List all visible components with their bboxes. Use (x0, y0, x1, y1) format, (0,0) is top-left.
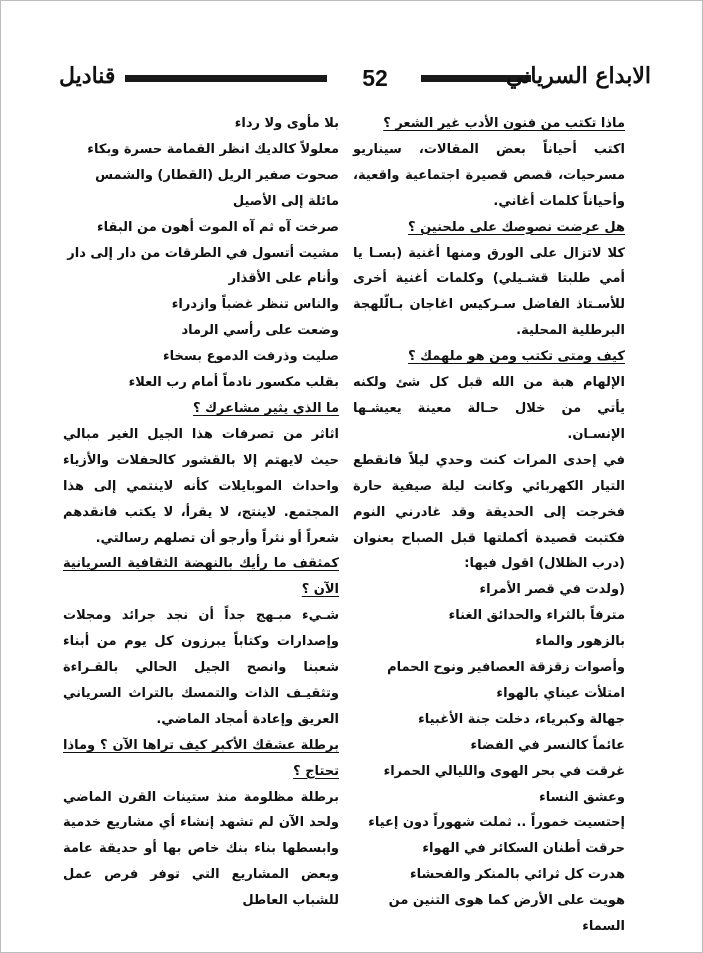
poem-line: والناس تنظر غضباً وازدراء (171, 297, 339, 313)
poem-line: غرقت في بحر الهوى والليالي الحمراء (383, 763, 625, 779)
poem-line: وأصوات زقزقة العصافير ونوح الحمام (387, 660, 625, 676)
poem-line: مشيت أتسول في الطرقات من دار إلى دار (67, 245, 339, 261)
poem-line: معلولاً كالديك انظر القمامة حسرة وبكاء (87, 141, 339, 157)
poem-line: هويت على الأرض كما هوى التنين من السماء (388, 893, 625, 935)
interview-question: برطلة عشقك الأكبر كيف تراها الآن ؟ وماذا تحتاج ؟ (63, 737, 339, 779)
right-column (353, 111, 625, 940)
answer-paragraph: كلا لاتزال على الورق ومنها أغنية (بسـا يا أمي طلبتا قشـيلي) وكلمات أغنية أخرى للأسـتاذ الفاضل سـركيس اغاجان بـالّلهجة البرطلية المحلية. (353, 245, 625, 339)
poem-line: جهالة وكبرياء، دخلت جنة الأغبياء (418, 711, 625, 727)
magazine-logo: الابداع السرياني (505, 63, 651, 89)
poem-line: هدرت كل ثرائي بالمنكر والفحشاء (409, 867, 625, 883)
poem-line: مترفاً بالثراء والحدائق الغناء (448, 608, 625, 624)
section-logo: قنادیل (59, 63, 116, 89)
poem-line: بقلب مكسور نادماً أمام رب العلاء (128, 375, 339, 391)
answer-paragraph: الإلهام هبة من الله قبل كل شئ ولكنه يأتي من خلال حـالة معينة يعيشـها الإنسـان. (353, 375, 625, 442)
answer-paragraph: اكتب أحياناً بعض المقالات، سيناريو مسرحيات، قصص قصيرة اجتماعية واقعية، وأحياناً كلمات أغاني. (353, 141, 625, 209)
interview-question: هل عرضت نصوصك على ملحنين ؟ (408, 219, 625, 235)
poem-line: وأنام على الأقذار (228, 271, 339, 287)
poem-line: امتلأت عيناي بالهواء (496, 685, 625, 701)
poem-line: صرخت آه ثم آه الموت أهون من البقاء (96, 219, 339, 235)
header-rule-left (125, 75, 327, 82)
poem-line: بلا مأوى ولا رداء (234, 116, 339, 131)
page-number: 52 (362, 65, 388, 91)
answer-paragraph: شـيء مبـهج جداً أن نجد جرائد ومجلات وإصدارات وكتاباً يبرزون كل يوم من أبناء شعبنا وانصح الجيل الحالي بالقـراءة وتثقيـف الذات والتمسك بالتراث السرياني العريق وإعادة أمجاد الماضي. (63, 608, 339, 727)
poem-line: حرقت أطنان السكائر في الهواء (422, 841, 625, 857)
interview-question: كمثقف ما رأيك بالنهضة الثقافية السريانية الآن ؟ (63, 556, 339, 598)
interview-question: كيف ومتى تكتب ومن هو ملهمك ؟ (408, 349, 625, 365)
poem-line: صحوت صفير الريل (القطار) والشمس مائلة إلى الأصيل (95, 167, 339, 209)
poem-line: وضعت على رأسي الرماد (181, 323, 339, 339)
poem-line: (ولدت في قصر الأمراء (479, 582, 625, 598)
poem-line: صليت وذرفت الدموع بسخاء (163, 349, 339, 365)
poem-line: إحتسيت خموراً .. ثملت شهوراً دون إعياء (368, 815, 625, 831)
answer-paragraph: برطلة مظلومة منذ ستينات القرن الماضي ولحد الآن لم تشهد إنشاء أي مشاريع خدمية وابسطها بناء بنك خاص بها أو حديقة عامة وبعض المشاريع التي توفر فرص عمل للشباب العاطل (63, 789, 339, 909)
interview-question: ما الذي يثير مشاعرك ؟ (193, 400, 339, 416)
poem-line: وعشق النساء (539, 789, 625, 805)
interview-question: ماذا تكتب من فنون الأدب غير الشعر ؟ (383, 116, 625, 131)
page-header (59, 63, 651, 97)
poem-line: بالزهور والماء (535, 634, 625, 650)
poem-line: عائماً كالنسر في الفضاء (470, 737, 625, 753)
left-column (63, 111, 339, 914)
answer-paragraph: اثاثر من تصرفات هذا الجيل الغير مبالي حيث لايهتم إلا بالقشور كالحفلات والأزياء واحداث الموبايلات كأنه لاينتمي إلى هذا المجتمع. لاينتج، لا يقرأ، لا يكتب فانقدهم شعراً أو نثراً وأرجو أن تصلهم رسالتي. (63, 426, 339, 546)
answer-paragraph: في إحدى المرات كنت وحدي ليلاً فانقطع التيار الكهربائي وكانت ليلة صيفية حارة فخرجت إلى الحديقة وقد غادرني النوم فكتبت قصيدة أكملتها قبل الصباح بعنوان (درب الظلال) اقول فيها: (353, 452, 625, 572)
